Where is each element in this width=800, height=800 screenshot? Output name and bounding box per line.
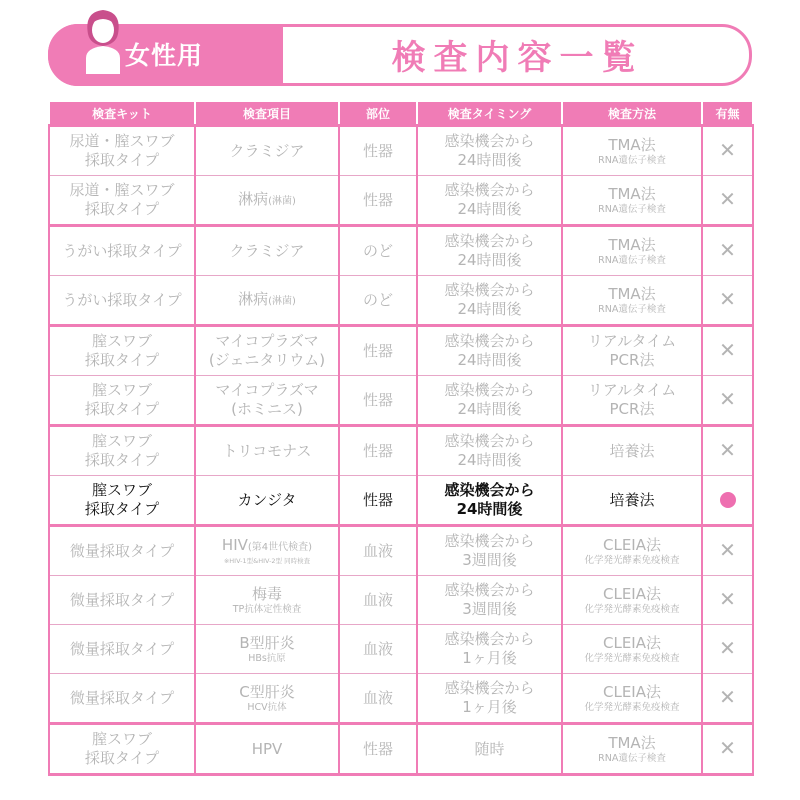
cross-icon: ✕ — [719, 237, 736, 262]
availability-cell — [702, 376, 753, 426]
cross-icon: ✕ — [719, 537, 736, 562]
target-badge — [48, 24, 283, 86]
method-cell: TMA法 RNA遺伝子検査 — [562, 276, 702, 326]
site-cell: 血液 — [339, 576, 417, 625]
timing-cell: 随時 — [417, 724, 562, 775]
page-title: 検査内容一覧 — [391, 38, 644, 78]
kit-cell: 膣スワブ 採取タイプ — [49, 724, 195, 775]
availability-cell — [702, 724, 753, 775]
timing-cell: 感染機会から 24時間後 — [417, 476, 562, 526]
site-cell: のど — [339, 226, 417, 276]
method-cell: TMA法 RNA遺伝子検査 — [562, 176, 702, 226]
kit-cell: 微量採取タイプ — [49, 576, 195, 625]
method-cell: リアルタイム PCR法 — [562, 376, 702, 426]
site-cell: 血液 — [339, 625, 417, 674]
availability-cell — [702, 226, 753, 276]
table-row — [49, 426, 753, 476]
item-cell: 梅毒 TP抗体定性検査 — [195, 576, 339, 625]
table-row — [49, 276, 753, 326]
method-cell: 培養法 — [562, 426, 702, 476]
cross-icon: ✕ — [719, 286, 736, 311]
kit-cell: 膣スワブ 採取タイプ — [49, 476, 195, 526]
timing-cell: 感染機会から 3週間後 — [417, 526, 562, 576]
site-cell: のど — [339, 276, 417, 326]
kit-cell: 膣スワブ 採取タイプ — [49, 426, 195, 476]
site-cell: 性器 — [339, 724, 417, 775]
method-cell: TMA法 RNA遺伝子検査 — [562, 226, 702, 276]
table-row — [49, 526, 753, 576]
availability-cell — [702, 176, 753, 226]
method-cell: 培養法 — [562, 476, 702, 526]
timing-cell: 感染機会から 24時間後 — [417, 126, 562, 176]
timing-cell: 感染機会から 24時間後 — [417, 226, 562, 276]
column-header: 検査タイミング — [417, 101, 562, 126]
site-cell: 性器 — [339, 376, 417, 426]
availability-cell — [702, 426, 753, 476]
availability-cell — [702, 526, 753, 576]
item-cell: HPV — [195, 724, 339, 775]
kit-cell: 膣スワブ 採取タイプ — [49, 376, 195, 426]
timing-cell: 感染機会から 1ヶ月後 — [417, 625, 562, 674]
availability-cell — [702, 674, 753, 724]
site-cell: 性器 — [339, 426, 417, 476]
cross-icon: ✕ — [719, 337, 736, 362]
column-header: 有無 — [702, 101, 753, 126]
kit-cell: 微量採取タイプ — [49, 526, 195, 576]
table-row-available — [49, 476, 753, 526]
timing-cell: 感染機会から 24時間後 — [417, 376, 562, 426]
method-cell: TMA法 RNA遺伝子検査 — [562, 126, 702, 176]
cross-icon: ✕ — [719, 684, 736, 709]
method-cell: CLEIA法 化学発光酵素免疫検査 — [562, 625, 702, 674]
available-dot-icon — [720, 492, 736, 508]
item-cell: トリコモナス — [195, 426, 339, 476]
kit-cell: 微量採取タイプ — [49, 674, 195, 724]
availability-cell — [702, 576, 753, 625]
availability-cell — [702, 326, 753, 376]
item-cell: B型肝炎 HBs抗原 — [195, 625, 339, 674]
timing-cell: 感染機会から 24時間後 — [417, 326, 562, 376]
table-row — [49, 576, 753, 625]
timing-cell: 感染機会から 3週間後 — [417, 576, 562, 625]
kit-cell: 膣スワブ 採取タイプ — [49, 326, 195, 376]
item-cell: カンジタ — [195, 476, 339, 526]
column-header: 検査方法 — [562, 101, 702, 126]
item-cell: 淋病(淋菌) — [195, 276, 339, 326]
kit-cell: 微量採取タイプ — [49, 625, 195, 674]
page-header — [48, 24, 752, 86]
cross-icon: ✕ — [719, 386, 736, 411]
table-row — [49, 724, 753, 775]
availability-cell — [702, 126, 753, 176]
timing-cell: 感染機会から 24時間後 — [417, 276, 562, 326]
table-row — [49, 226, 753, 276]
test-table — [48, 100, 754, 776]
item-cell: C型肝炎 HCV抗体 — [195, 674, 339, 724]
table-header-row — [49, 101, 753, 126]
method-cell: CLEIA法 化学発光酵素免疫検査 — [562, 526, 702, 576]
item-cell: マイコプラズマ (ジェニタリウム) — [195, 326, 339, 376]
item-cell: 淋病(淋菌) — [195, 176, 339, 226]
item-cell: HIV(第4世代検査) ※HIV-1型&HIV-2型 同時検査 — [195, 526, 339, 576]
kit-cell: 尿道・膣スワブ 採取タイプ — [49, 176, 195, 226]
table-row — [49, 126, 753, 176]
timing-cell: 感染機会から 24時間後 — [417, 426, 562, 476]
item-cell: クラミジア — [195, 126, 339, 176]
timing-cell: 感染機会から 24時間後 — [417, 176, 562, 226]
table-row — [49, 674, 753, 724]
site-cell: 性器 — [339, 476, 417, 526]
table-row — [49, 176, 753, 226]
cross-icon: ✕ — [719, 437, 736, 462]
timing-cell: 感染機会から 1ヶ月後 — [417, 674, 562, 724]
column-header: 部位 — [339, 101, 417, 126]
method-cell: CLEIA法 化学発光酵素免疫検査 — [562, 674, 702, 724]
kit-cell: 尿道・膣スワブ 採取タイプ — [49, 126, 195, 176]
site-cell: 性器 — [339, 126, 417, 176]
table-row — [49, 376, 753, 426]
column-header: 検査項目 — [195, 101, 339, 126]
kit-cell: うがい採取タイプ — [49, 226, 195, 276]
table-row — [49, 625, 753, 674]
cross-icon: ✕ — [719, 586, 736, 611]
site-cell: 性器 — [339, 326, 417, 376]
method-cell: TMA法 RNA遺伝子検査 — [562, 724, 702, 775]
item-cell: マイコプラズマ (ホミニス) — [195, 376, 339, 426]
site-cell: 性器 — [339, 176, 417, 226]
woman-avatar-icon — [78, 4, 128, 74]
availability-cell — [702, 625, 753, 674]
badge-label: 女性用 — [125, 41, 204, 70]
availability-cell — [702, 276, 753, 326]
method-cell: リアルタイム PCR法 — [562, 326, 702, 376]
method-cell: CLEIA法 化学発光酵素免疫検査 — [562, 576, 702, 625]
cross-icon: ✕ — [719, 186, 736, 211]
site-cell: 血液 — [339, 526, 417, 576]
site-cell: 血液 — [339, 674, 417, 724]
cross-icon: ✕ — [719, 137, 736, 162]
cross-icon: ✕ — [719, 635, 736, 660]
cross-icon: ✕ — [719, 735, 736, 760]
table-row — [49, 326, 753, 376]
item-cell: クラミジア — [195, 226, 339, 276]
availability-cell — [702, 476, 753, 526]
kit-cell: うがい採取タイプ — [49, 276, 195, 326]
column-header: 検査キット — [49, 101, 195, 126]
